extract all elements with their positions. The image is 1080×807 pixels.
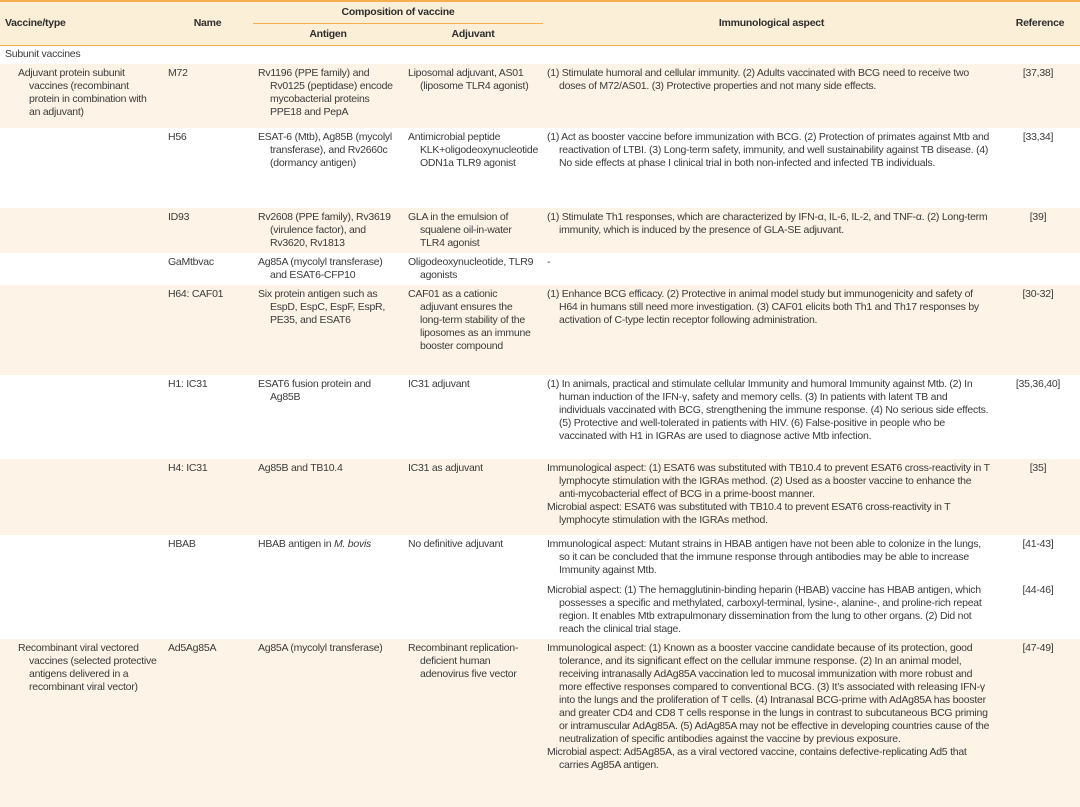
vaccine-type-cell <box>0 375 162 381</box>
name-cell: GaMtbvac <box>168 256 214 268</box>
column-header-immunological-aspect: Immunological aspect <box>718 17 825 29</box>
aspect-row <box>543 746 1078 772</box>
antigen-cell: Ag85A (mycolyl transferase) <box>258 642 383 654</box>
name-cell: M72 <box>168 67 188 79</box>
reference: [35,36,40] <box>1015 378 1061 390</box>
aspect-text: Microbial aspect: ESAT6 was substituted with TB10.4 to prevent ESAT6 cross-reactivity in T lymphocyte stimulation with the IGRAs method. <box>547 501 951 526</box>
aspect-row <box>543 131 1078 170</box>
aspect-text: Immunological aspect: Mutant strains in HBAB antigen have not been able to colonize in the lungs, so it can be concluded that the immune response through antibodies may be able to increase Immunity against Mtb. <box>547 538 981 576</box>
reference: [37,38] <box>1022 67 1054 79</box>
vaccine-type-cell <box>0 253 162 259</box>
adjuvant-cell: Oligodeoxynucleotide, TLR9 agonists <box>408 256 534 281</box>
adjuvant-cell: CAF01 as a cationic adjuvant ensures the long-term stability of the liposomes as an immune booster compound <box>408 288 531 352</box>
aspect-text: Immunological aspect: (1) ESAT6 was substituted with TB10.4 to prevent ESAT6 cross-reactivity in T lymphocyte stimulation with the IGRAs method. (2) Used as a booster vaccine to enhance the anti-mycobacterial effect of BCG in a prime-boost manner. <box>547 462 990 500</box>
adjuvant-cell: IC31 adjuvant <box>408 378 470 390</box>
immunological-aspect-cell <box>543 459 1080 530</box>
antigen-cell: Rv2608 (PPE family), Rv3619 (virulence factor), and Rv3620, Rv1813 <box>258 211 391 249</box>
antigen-cell: Rv1196 (PPE family) and Rv0125 (peptidase) encode mycobacterial proteins PPE18 and PepA <box>258 67 393 118</box>
column-header-antigen: Antigen <box>309 28 347 40</box>
adjuvant-cell: No definitive adjuvant <box>408 538 503 550</box>
column-header-composition: Composition of vaccine <box>253 2 543 24</box>
vaccine-type-cell <box>0 535 162 541</box>
aspect-text: (1) Act as booster vaccine before immunization with BCG. (2) Protection of primates against Mtb and reactivation of LTBI. (3) Long-term safety, immunity, and well sustainability against TB disease. (4) No side effects at phase I clinical trial in both non-infected and infected TB individuals. <box>547 131 990 169</box>
adjuvant-cell: Recombinant replication-deficient human adenovirus five vector <box>408 642 519 680</box>
aspect-text: (1) Stimulate humoral and cellular immunity. (2) Adults vaccinated with BCG need to receive two doses of M72/AS01. (3) Protective properties and not many side effects. <box>547 67 969 92</box>
immunological-aspect-cell <box>543 285 1080 330</box>
aspect-text: Microbial aspect: (1) The hemagglutinin-binding heparin (HBAB) vaccine has HBAB antigen, which possesses a specific and methylated, carboxyl-terminal, lysine-, alanine-, and proline-rich repeat region. It enables Mtb extrapulmonary dissemination from the lung to other organs. (2) Did not reach the clinical trial stage. <box>547 584 982 635</box>
reference: [33,34] <box>1022 131 1054 143</box>
immunological-aspect-cell <box>543 208 1080 240</box>
immunological-aspect-cell <box>543 375 1080 446</box>
aspect-text: (1) Enhance BCG efficacy. (2) Protective in animal model study but immunogenicity and safety of H64 in humans still need more investigation. (3) CAF01 elicits both Th1 and Th17 responses by activation of C-type lectin receptor following administration. <box>547 288 979 326</box>
antigen-cell: Ag85B and TB10.4 <box>258 462 343 474</box>
aspect-text: Immunological aspect: (1) Known as a booster vaccine candidate because of its protection, good tolerance, and its significant effect on the cellular immune response. (2) In an animal model, receiving intranasally AdAg85A vaccination led to mucosal immunization with more robust and more effective responses compared to conventional BCG. (3) It’s associated with releasing IFN-γ into the lungs and the proliferation of T cells. (4) Intranasal BCG-prime with AdAg85A has booster and greater CD4 and CD8 T cells response in the lungs in contrast to subcutaneous BCG priming or intramuscular AdAg85A. (5) AdAg85A may not be effective in developing countries cause of the neutralization of specific antibodies against the vaccine by previous exposure. <box>547 642 990 745</box>
column-header-adjuvant: Adjuvant <box>451 28 495 40</box>
table-header-row <box>0 0 1080 46</box>
vaccine-type-cell <box>0 459 162 465</box>
vaccine-type-cell <box>0 208 162 214</box>
reference: [39] <box>1029 211 1047 223</box>
table-row <box>0 128 1080 208</box>
adjuvant-cell: Liposomal adjuvant, AS01 (liposome TLR4 agonist) <box>408 67 529 92</box>
aspect-row <box>543 288 1078 327</box>
vaccine-type-cell <box>0 285 162 291</box>
adjuvant-cell: Antimicrobial peptide KLK+oligodeoxynucleotide ODN1a TLR9 agonist <box>408 131 539 169</box>
aspect-row <box>543 538 1078 577</box>
antigen-cell: ESAT-6 (Mtb), Ag85B (mycolyl transferase), and Rv2660c (dormancy antigen) <box>258 131 393 169</box>
aspect-text: (1) In animals, practical and stimulate cellular Immunity and humoral Immunity against Mtb. (2) In human induction of the IFN-γ, safety and memory cells. (3) In patients with latent TB and individuals vaccinated with BCG, strengthening the immune response. (4) No serious side effects. (5) Protective and well-tolerated in patients with HIV. (6) False-positive in people who be vaccinated with H1 in IGRAs are used to diagnose active Mtb infection. <box>547 378 989 442</box>
name-cell: H1: IC31 <box>168 378 208 390</box>
aspect-row <box>543 211 1078 237</box>
column-header-reference: Reference <box>1015 17 1065 29</box>
reference: [30-32] <box>1022 288 1054 300</box>
reference: [47-49] <box>1022 642 1054 654</box>
aspect-text: Microbial aspect: Ad5Ag85A, as a viral vectored vaccine, contains defective-replicating Ad5 that carries Ag85A antigen. <box>547 746 967 771</box>
aspect-row <box>543 642 1078 746</box>
table-row <box>0 64 1080 128</box>
name-cell: Ad5Ag85A <box>168 642 217 654</box>
name-cell: H56 <box>168 131 187 143</box>
table-row <box>0 253 1080 285</box>
table-row <box>0 375 1080 459</box>
antigen-species-italic: M. bovis <box>333 538 372 550</box>
table-row <box>0 459 1080 535</box>
immunological-aspect-cell <box>543 639 1080 775</box>
aspect-row <box>543 584 1078 636</box>
aspect-row <box>543 67 1078 93</box>
vaccine-type-cell <box>0 128 162 134</box>
section-row-subunit-vaccines <box>0 46 1080 64</box>
table-row <box>0 535 1080 639</box>
antigen-cell: Six protein antigen such as EspD, EspC, EspF, EspR, PE35, and ESAT6 <box>258 288 386 326</box>
immunological-aspect-cell <box>543 64 1080 96</box>
adjuvant-cell: IC31 as adjuvant <box>408 462 483 474</box>
reference: [41-43] <box>1022 538 1054 550</box>
aspect-row <box>543 501 1078 527</box>
section-label: Subunit vaccines <box>5 48 81 60</box>
vaccine-type-cell: Adjuvant protein subunit vaccines (recombinant protein in combination with an adjuvant) <box>18 67 147 118</box>
composition-subheaders <box>253 24 543 45</box>
column-group-composition <box>253 2 543 45</box>
name-cell: HBAB <box>168 538 196 550</box>
table-row <box>0 639 1080 807</box>
immunological-aspect-cell <box>543 535 1080 639</box>
immunological-aspect-cell <box>543 253 1080 272</box>
column-header-vaccine-type: Vaccine/type <box>5 17 66 29</box>
vaccine-type-cell: Recombinant viral vectored vaccines (selected protective antigens delivered in a recombinant viral vector) <box>18 642 157 693</box>
aspect-row <box>543 378 1078 443</box>
antigen-cell: ESAT6 fusion protein and Ag85B <box>258 378 371 403</box>
aspect-row <box>543 256 1078 269</box>
immunological-aspect-cell <box>543 128 1080 173</box>
table-body <box>0 64 1080 807</box>
column-header-name: Name <box>193 17 222 29</box>
name-cell: ID93 <box>168 211 190 223</box>
aspect-text: (1) Stimulate Th1 responses, which are characterized by IFN-α, IL-6, IL-2, and TNF-α. (2) Long-term immunity, which is induced by the presence of GLA-SE adjuvant. <box>547 211 988 236</box>
adjuvant-cell: GLA in the emulsion of squalene oil-in-water TLR4 agonist <box>408 211 512 249</box>
reference: [44-46] <box>1022 584 1054 596</box>
table-row <box>0 285 1080 375</box>
table-row <box>0 208 1080 253</box>
aspect-text: - <box>547 256 551 268</box>
reference: [35] <box>1029 462 1047 474</box>
name-cell: H4: IC31 <box>168 462 208 474</box>
antigen-cell: Ag85A (mycolyl transferase) and ESAT6-CFP10 <box>258 256 383 281</box>
name-cell: H64: CAF01 <box>168 288 224 300</box>
aspect-row <box>543 462 1078 501</box>
antigen-cell: HBAB antigen in M. bovis <box>258 538 372 550</box>
